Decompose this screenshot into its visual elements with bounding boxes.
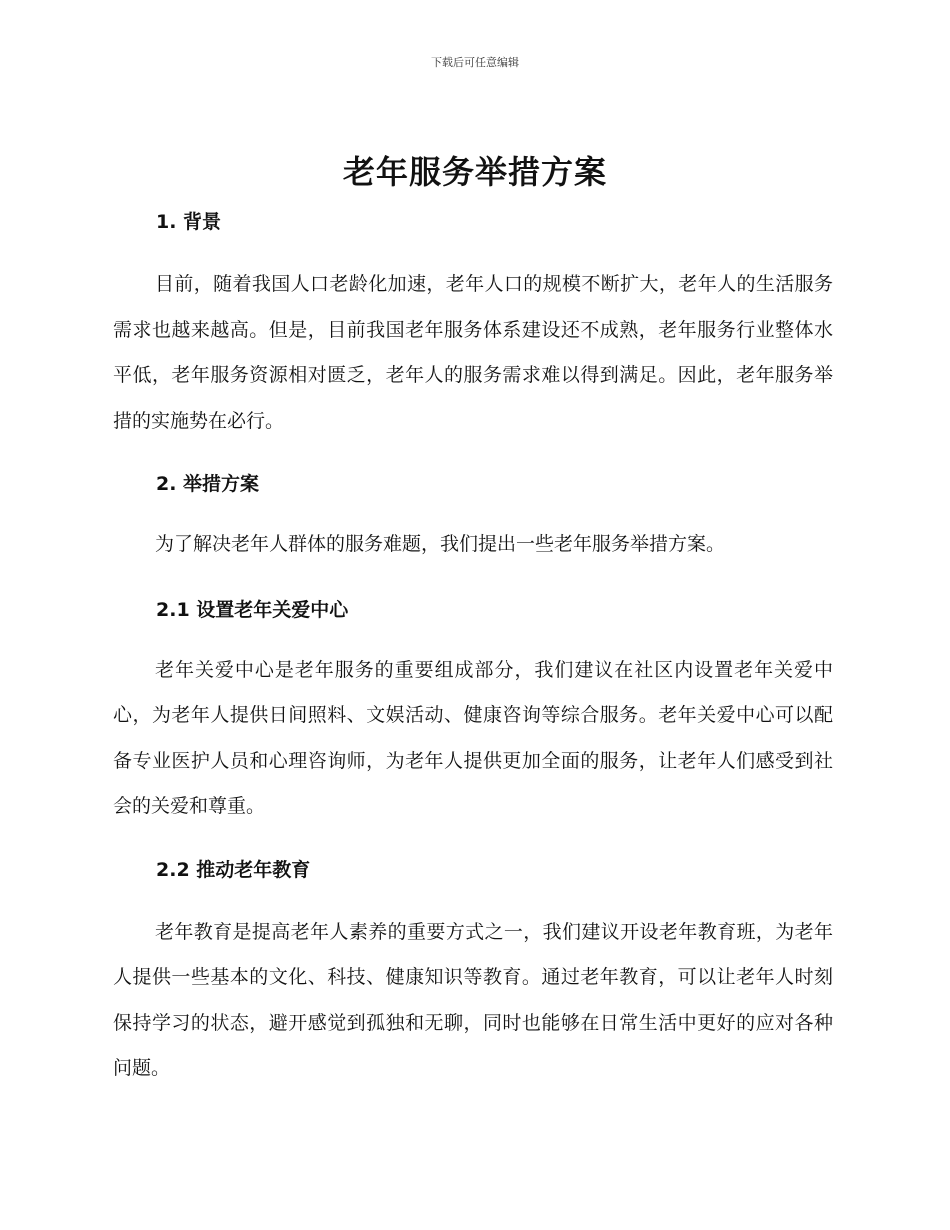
section-paragraph-care-center: 老年关爱中心是老年服务的重要组成部分，我们建议在社区内设置老年关爱中心，为老年人提供日间照料、文娱活动、健康咨询等综合服务。老年关爱中心可以配备专业医护人员和心理咨询师，为老年人提供更加全面的服务，让老年人们感受到社会的关爱和尊重。 [113, 658, 833, 817]
document-body [113, 204, 833, 1092]
section-paragraph-background: 目前，随着我国人口老龄化加速，老年人口的规模不断扩大，老年人的生活服务需求也越来越高。但是，目前我国老年服务体系建设还不成熟，老年服务行业整体水平低，老年服务资源相对匮乏，老年人的服务需求难以得到满足。因此，老年服务举措的实施势在必行。 [113, 273, 833, 432]
section-heading-education: 2.2 推动老年教育 [156, 858, 311, 881]
section-heading-care-center: 2.1 设置老年关爱中心 [156, 598, 349, 621]
section-paragraph-measures: 为了解决老年人群体的服务难题，我们提出一些老年服务举措方案。 [155, 533, 726, 555]
section-heading-background: 1. 背景 [156, 211, 222, 233]
section-paragraph-education: 老年教育是提高老年人素养的重要方式之一，我们建议开设老年教育班，为老年人提供一些基本的文化、科技、健康知识等教育。通过老年教育，可以让老年人时刻保持学习的状态，避开感觉到孤独和无聊，同时也能够在日常生活中更好的应对各种问题。 [113, 920, 833, 1079]
document-title: 老年服务举措方案 [342, 153, 607, 191]
header-note: 下载后可任意编辑 [431, 56, 519, 69]
section-heading-measures: 2. 举措方案 [156, 473, 260, 495]
